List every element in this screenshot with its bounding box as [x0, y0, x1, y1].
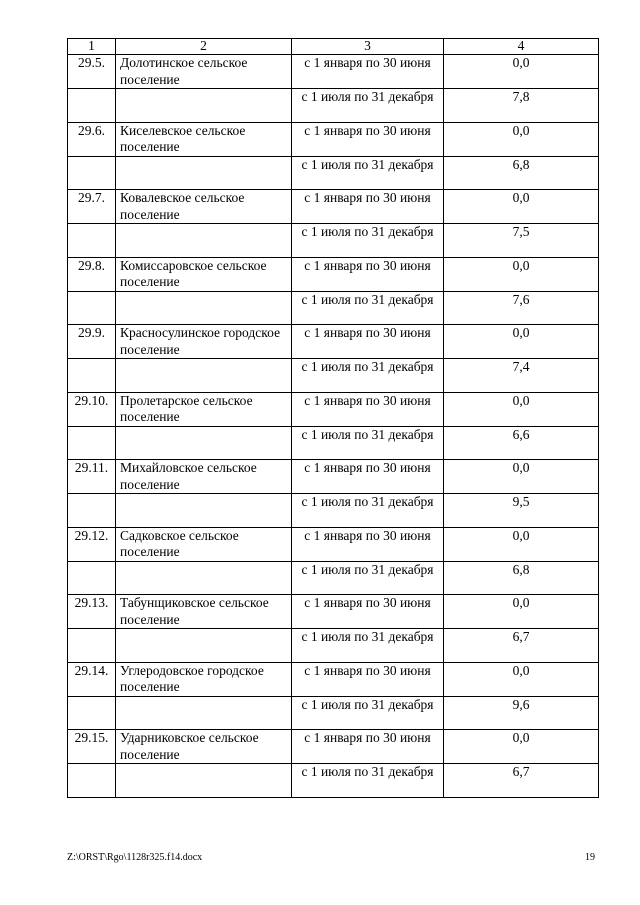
empty-cell [116, 494, 292, 528]
rate-second-half: 7,6 [444, 291, 599, 325]
empty-cell [116, 561, 292, 595]
period-first-half: с 1 января по 30 июня [292, 55, 444, 89]
settlement-name: Углеродовское городское поселение [116, 662, 292, 696]
empty-cell [116, 156, 292, 190]
period-second-half: с 1 июля по 31 декабря [292, 291, 444, 325]
table-row [68, 122, 599, 156]
rate-first-half: 0,0 [444, 257, 599, 291]
header-col-4: 4 [444, 39, 599, 55]
rate-second-half: 6,8 [444, 561, 599, 595]
period-first-half: с 1 января по 30 июня [292, 190, 444, 224]
row-number: 29.11. [68, 460, 116, 494]
header-col-2: 2 [116, 39, 292, 55]
rate-second-half: 6,7 [444, 629, 599, 663]
period-first-half: с 1 января по 30 июня [292, 257, 444, 291]
period-second-half: с 1 июля по 31 декабря [292, 561, 444, 595]
table-row [68, 392, 599, 426]
empty-cell [68, 494, 116, 528]
period-second-half: с 1 июля по 31 декабря [292, 156, 444, 190]
period-first-half: с 1 января по 30 июня [292, 122, 444, 156]
row-number: 29.14. [68, 662, 116, 696]
rate-first-half: 0,0 [444, 325, 599, 359]
table-row [68, 359, 599, 393]
empty-cell [68, 629, 116, 663]
footer-file-path: Z:\ORST\Rgo\1128r325.f14.docx [67, 852, 203, 863]
footer-page-number: 19 [585, 852, 595, 863]
settlement-name: Долотинское сельское поселение [116, 55, 292, 89]
row-number: 29.6. [68, 122, 116, 156]
table-row [68, 89, 599, 123]
settlement-name: Киселевское сельское поселение [116, 122, 292, 156]
table-row [68, 730, 599, 764]
settlement-name: Ударниковское сельское поселение [116, 730, 292, 764]
rate-first-half: 0,0 [444, 460, 599, 494]
rate-second-half: 6,7 [444, 764, 599, 798]
table-row [68, 257, 599, 291]
rate-first-half: 0,0 [444, 190, 599, 224]
empty-cell [116, 696, 292, 730]
settlement-name: Красносулинское городское поселение [116, 325, 292, 359]
empty-cell [68, 561, 116, 595]
period-second-half: с 1 июля по 31 декабря [292, 359, 444, 393]
empty-cell [116, 426, 292, 460]
empty-cell [68, 89, 116, 123]
settlements-table [67, 38, 599, 798]
settlement-name: Садковское сельское поселение [116, 527, 292, 561]
table-row [68, 595, 599, 629]
row-number: 29.15. [68, 730, 116, 764]
table-row [68, 426, 599, 460]
table-row [68, 291, 599, 325]
header-col-1: 1 [68, 39, 116, 55]
rate-second-half: 7,4 [444, 359, 599, 393]
table-row [68, 662, 599, 696]
settlement-name: Табунщиковское сельское поселение [116, 595, 292, 629]
empty-cell [116, 224, 292, 258]
settlement-name: Пролетарское сельское поселение [116, 392, 292, 426]
rate-first-half: 0,0 [444, 662, 599, 696]
row-number: 29.9. [68, 325, 116, 359]
rate-first-half: 0,0 [444, 527, 599, 561]
period-second-half: с 1 июля по 31 декабря [292, 494, 444, 528]
settlement-name: Михайловское сельское поселение [116, 460, 292, 494]
header-col-3: 3 [292, 39, 444, 55]
rate-second-half: 7,5 [444, 224, 599, 258]
rate-first-half: 0,0 [444, 730, 599, 764]
period-second-half: с 1 июля по 31 декабря [292, 629, 444, 663]
rate-first-half: 0,0 [444, 595, 599, 629]
table-row [68, 325, 599, 359]
empty-cell [68, 426, 116, 460]
row-number: 29.7. [68, 190, 116, 224]
row-number: 29.5. [68, 55, 116, 89]
rate-second-half: 6,8 [444, 156, 599, 190]
period-first-half: с 1 января по 30 июня [292, 662, 444, 696]
row-number: 29.10. [68, 392, 116, 426]
table-row [68, 460, 599, 494]
table-row [68, 494, 599, 528]
table-row [68, 764, 599, 798]
header-row [68, 39, 599, 55]
empty-cell [68, 156, 116, 190]
table-row [68, 156, 599, 190]
empty-cell [68, 696, 116, 730]
rate-second-half: 9,6 [444, 696, 599, 730]
table-row [68, 629, 599, 663]
table-row [68, 190, 599, 224]
period-first-half: с 1 января по 30 июня [292, 595, 444, 629]
empty-cell [116, 89, 292, 123]
rate-first-half: 0,0 [444, 55, 599, 89]
table-row [68, 561, 599, 595]
settlement-name: Комиссаровское сельское поселение [116, 257, 292, 291]
period-first-half: с 1 января по 30 июня [292, 527, 444, 561]
period-first-half: с 1 января по 30 июня [292, 392, 444, 426]
rate-first-half: 0,0 [444, 392, 599, 426]
rate-second-half: 9,5 [444, 494, 599, 528]
empty-cell [116, 291, 292, 325]
period-second-half: с 1 июля по 31 декабря [292, 696, 444, 730]
rate-first-half: 0,0 [444, 122, 599, 156]
rate-second-half: 6,6 [444, 426, 599, 460]
period-first-half: с 1 января по 30 июня [292, 730, 444, 764]
row-number: 29.13. [68, 595, 116, 629]
period-second-half: с 1 июля по 31 декабря [292, 89, 444, 123]
period-second-half: с 1 июля по 31 декабря [292, 764, 444, 798]
empty-cell [116, 764, 292, 798]
empty-cell [68, 359, 116, 393]
table-row [68, 224, 599, 258]
period-second-half: с 1 июля по 31 декабря [292, 224, 444, 258]
empty-cell [68, 291, 116, 325]
period-first-half: с 1 января по 30 июня [292, 325, 444, 359]
table-row [68, 696, 599, 730]
period-first-half: с 1 января по 30 июня [292, 460, 444, 494]
row-number: 29.8. [68, 257, 116, 291]
table-row [68, 55, 599, 89]
empty-cell [116, 629, 292, 663]
table-row [68, 527, 599, 561]
row-number: 29.12. [68, 527, 116, 561]
rate-second-half: 7,8 [444, 89, 599, 123]
empty-cell [68, 764, 116, 798]
settlement-name: Ковалевское сельское поселение [116, 190, 292, 224]
empty-cell [68, 224, 116, 258]
empty-cell [116, 359, 292, 393]
period-second-half: с 1 июля по 31 декабря [292, 426, 444, 460]
